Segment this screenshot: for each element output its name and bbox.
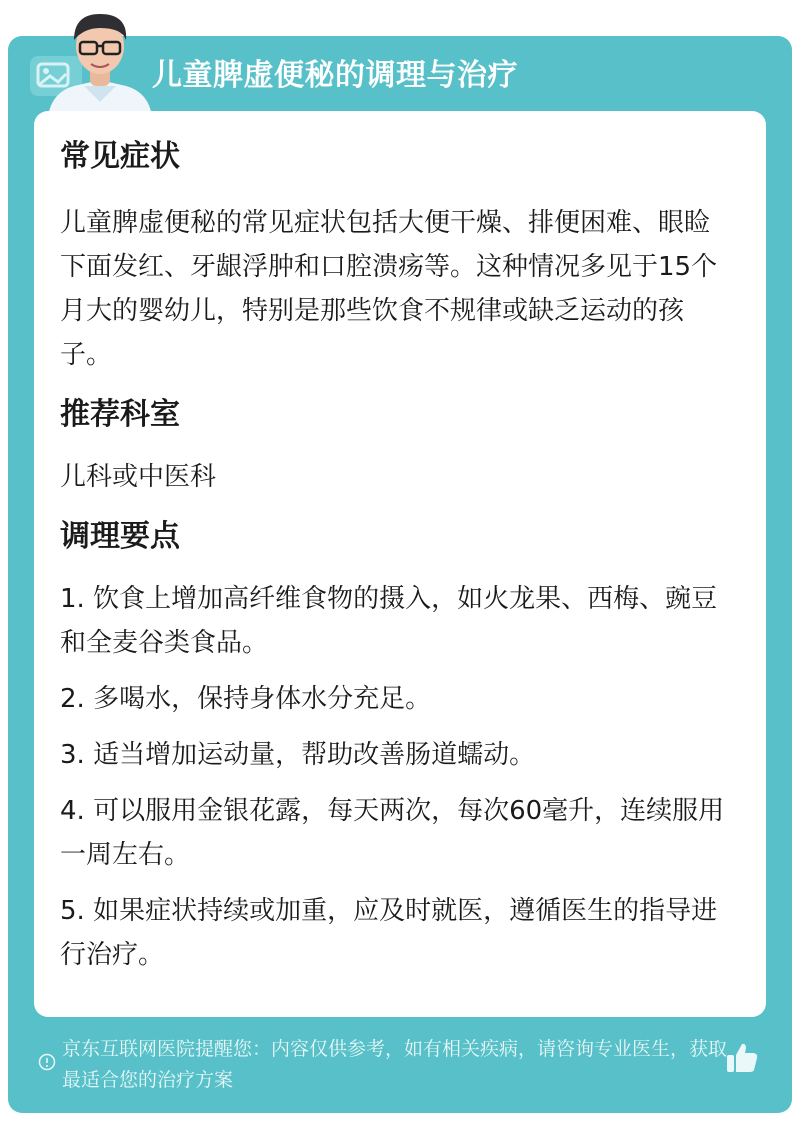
symptoms-text: 儿童脾虚便秘的常见症状包括大便干燥、排便困难、眼睑下面发红、牙龈浮肿和口腔溃疡等。这种情况多见于15个月大的婴幼儿，特别是那些饮食不规律或缺乏运动的孩子。 — [60, 208, 718, 370]
care-list — [60, 577, 726, 977]
list-item: 1. 饮食上增加高纤维食物的摄入，如火龙果、西梅、豌豆和全麦谷类食品。 — [60, 584, 718, 658]
content-panel — [34, 111, 766, 1017]
doctor-avatar — [44, 6, 156, 116]
list-item: 2. 多喝水，保持身体水分充足。 — [60, 684, 432, 714]
page-title: 儿童脾虚便秘的调理与治疗 — [152, 58, 518, 93]
section-heading-department: 推荐科室 — [60, 397, 180, 432]
list-item: 3. 适当增加运动量，帮助改善肠道蠕动。 — [60, 740, 536, 770]
footer-disclaimer: 京东互联网医院提醒您：内容仅供参考，如有相关疾病，请咨询专业医生，获取最适合您的治疗方案 — [62, 1038, 728, 1091]
thumbs-up-icon[interactable] — [724, 1040, 760, 1076]
info-icon — [38, 1053, 56, 1071]
list-item: 5. 如果症状持续或加重，应及时就医，遵循医生的指导进行治疗。 — [60, 896, 718, 970]
section-heading-symptoms: 常见症状 — [60, 139, 180, 174]
list-item: 4. 可以服用金银花露，每天两次，每次60毫升，连续服用一周左右。 — [60, 796, 725, 870]
section-heading-care: 调理要点 — [60, 519, 180, 554]
department-text: 儿科或中医科 — [60, 462, 217, 492]
article-body — [60, 135, 726, 977]
